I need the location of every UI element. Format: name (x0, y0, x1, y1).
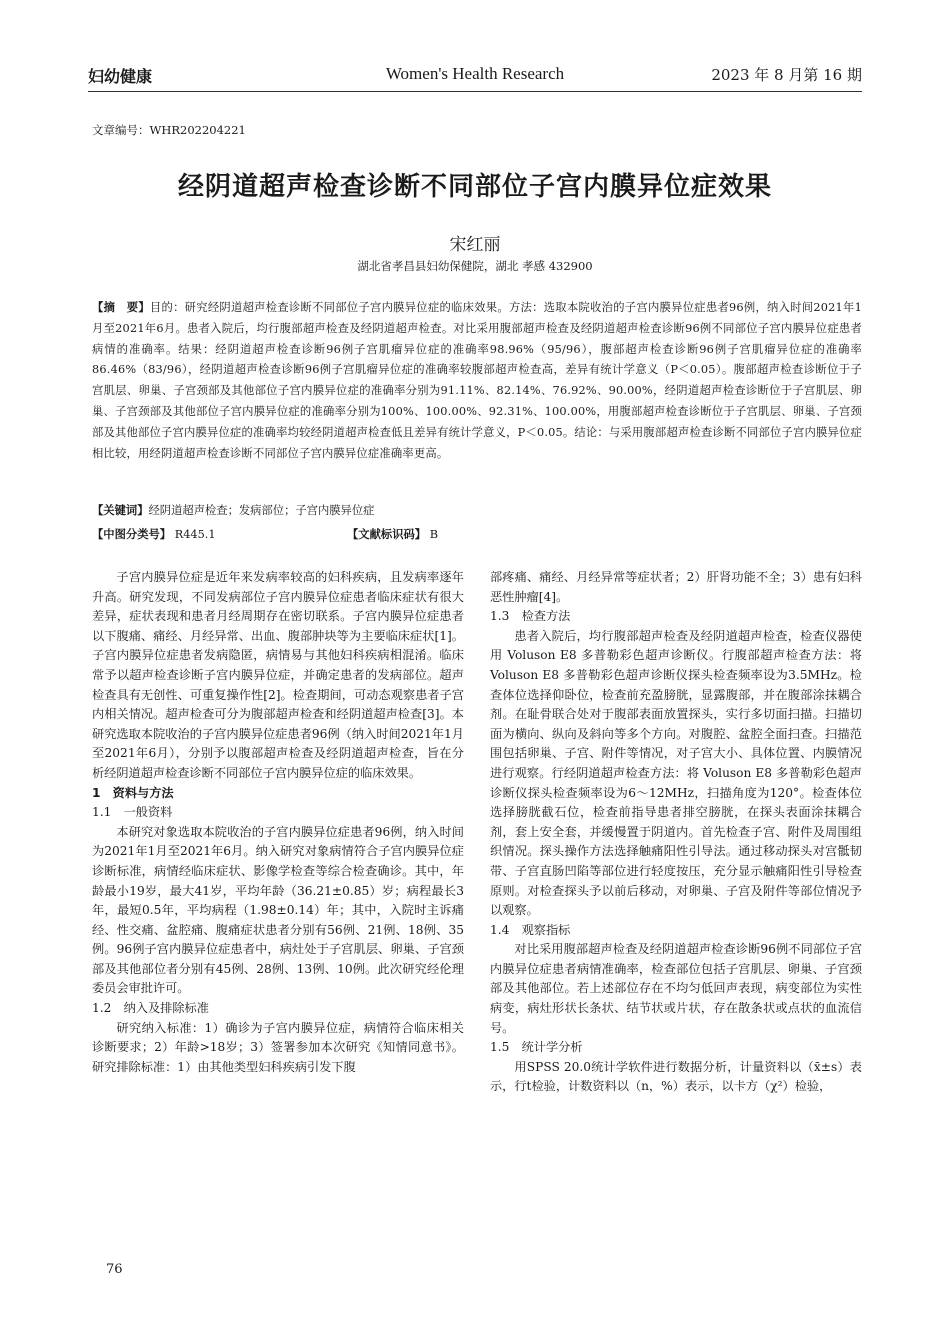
keywords (92, 502, 862, 518)
section-heading: 1 资料与方法 (92, 785, 174, 800)
subsection-heading: 1.5 统计学分析 (490, 1040, 583, 1055)
journal-name-en: Women's Health Research (385, 64, 565, 83)
body-paragraph: 子宫内膜异位症是近年来发病率较高的妇科疾病，且发病率逐年升高。研究发现，不同发病部位子宫内膜异位症患者临床症状有很大差异，症状表现和患者月经周期存在密切联系。子宫内膜异位症患者以下腹痛、痛经、月经异常、出血、腹部肿块等为主要临床症状[1]。子宫内膜异位症患者发病隐匿，病情易与其他妇科疾病相混淆。临床常予以超声检查诊断子宫内膜异位症，并确定患者的发病部位。超声检查具有无创性、可重复操作性[2]。检查期间，可动态观察患者子宫内相关情况。超声检查可分为腹部超声检查和经阴道超声检查[3]。本研究选取本院收治的子宫内膜异位症患者96例（纳入时间2021年1月至2021年6月），分别予以腹部超声检查及经阴道超声检查，旨在分析经阴道超声检查诊断不同部位子宫内膜异位症的临床效果。 (92, 570, 464, 780)
body-column-right (490, 568, 862, 1097)
body-paragraph: 对比采用腹部超声检查及经阴道超声检查诊断96例不同部位子宫内膜异位症患者病情准确率，检查部位包括子宫肌层、卵巢、子宫颈部及其他部位。若上述部位存在不均匀低回声表现，病变部位为实性病变，病灶形状长条状、结节状或片状，存在散条状或点状的血流信号。 (490, 942, 862, 1035)
doc-code-value: B (429, 528, 438, 541)
clc-label: 【中图分类号】 (92, 528, 172, 541)
author-affiliation: 湖北省孝昌县妇幼保健院，湖北 孝感 432900 (357, 259, 593, 273)
article-number: 文章编号：WHR202204221 (92, 123, 246, 137)
page-number: 76 (106, 1262, 123, 1277)
body-paragraph: 部疼痛、痛经、月经异常等症状者；2）肝肾功能不全；3）患有妇科恶性肿瘤[4]。 (490, 570, 862, 604)
article-title: 经阴道超声检查诊断不同部位子宫内膜异位症效果 (177, 172, 772, 202)
author-name: 宋红丽 (449, 235, 501, 255)
body-paragraph: 患者入院后，均行腹部超声检查及经阴道超声检查，检查仪器使用 Voluson E8 多普勒彩色超声诊断仪。行腹部超声检查方法：将 Voluson E8 多普勒彩色超声诊断仪探头检查频率设为3.5MHz。检查体位选择仰卧位，检查前充盈膀胱，显露腹部，并在腹部涂抹耦合剂。在耻骨联合处对于腹部表面放置探头，实行多切面扫描。扫描切面为横向、纵向及斜向等多个方向。对腹腔、盆腔全面扫查。扫描范围包括卵巢、子宫、附件等情况，对子宫大小、具体位置、内膜情况进行观察。行经阴道超声检查方法：将 Voluson E8 多普勒彩色超声诊断仪探头检查频率设为6～12MHz，扫描角度为120°。检查体位选择膀胱截石位，检查前指导患者排空膀胱，在探头表面涂抹耦合剂，套上安全套，并缓慢置于阴道内。首先检查子宫、附件及周围组织情况。探头操作方法选择触痛阳性引导法。通过移动探头对宫骶韧带、子宫直肠凹陷等部位进行轻度按压，充分显示触痛阳性引导检查原则。对检查探头予以前后移动，对卵巢、子宫及附件等部位情况予以观察。 (490, 628, 862, 918)
issue-info: 2023 年 8 月第 16 期 (711, 66, 862, 84)
subsection-heading: 1.2 纳入及排除标准 (92, 1001, 209, 1016)
body-paragraph: 研究纳入标准：1）确诊为子宫内膜异位症，病情符合临床相关诊断要求；2）年龄>18岁；3）签署参加本次研究《知情同意书》。研究排除标准：1）由其他类型妇科疾病引发下腹 (92, 1020, 464, 1074)
abstract (92, 298, 862, 464)
running-header (0, 62, 950, 86)
body-column-left (92, 568, 464, 1077)
journal-name-cn: 妇幼健康 (88, 67, 153, 86)
body-paragraph: 本研究对象选取本院收治的子宫内膜异位症患者96例，纳入时间为2021年1月至2021年6月。纳入研究对象病情符合子宫内膜异位症诊断标准，病情经临床症状、影像学检查等综合检查确诊。其中，年龄最小19岁，最大41岁，平均年龄（36.21±0.85）岁；病程最长3年，最短0.5年，平均病程（1.98±0.14）年；其中，入院时主诉痛经、性交痛、盆腔痛、腹痛症状患者分别有56例、21例、18例、35例。96例子宫内膜异位症患者中，病灶处于子宫肌层、卵巢、子宫颈部及其他部位者分别有45例、28例、13例、10例。此次研究经伦理委员会审批许可。 (92, 824, 464, 996)
body-paragraph: 用SPSS 20.0统计学软件进行数据分析，计量资料以（x̄±s）表示，行t检验，计数资料以（n，%）表示，以卡方（χ²）检验， (490, 1059, 862, 1094)
keywords-label: 【关键词】 (92, 504, 149, 517)
subsection-heading: 1.1 一般资料 (92, 805, 173, 820)
header-divider (88, 91, 862, 92)
doc-code-label: 【文献标识码】 (347, 528, 427, 541)
abstract-text: 目的：研究经阴道超声检查诊断不同部位子宫内膜异位症的临床效果。方法：选取本院收治的子宫内膜异位症患者96例，纳入时间2021年1月至2021年6月。患者入院后，均行腹部超声检查及经阴道超声检查。对比采用腹部超声检查及经阴道超声检查诊断96例不同部位子宫内膜异位症患者病情的准确率。结果：经阴道超声检查诊断96例子宫肌瘤异位症的准确率98.96%（95/96），腹部超声检查诊断96例子宫肌瘤异位症的准确率86.46%（83/96），经阴道超声检查诊断96例子宫肌瘤异位症的准确率较腹部超声检查高，差异有统计学意义（P＜0.05）。腹部超声检查诊断位于子宫肌层、卵巢、子宫颈部及其他部位子宫内膜异位症的准确率分别为91.11%、82.14%、76.92%、90.00%，经阴道超声检查诊断位于子宫肌层、卵巢、子宫颈部及其他部位子宫内膜异位症的准确率分别为100%、100.00%、92.31%、100.00%，用腹部超声检查诊断位于子宫肌层、卵巢、子宫颈部及其他部位子宫内膜异位症的准确率均较经阴道超声检查低且差异有统计学意义，P＜0.05。结论：与采用腹部超声检查诊断不同部位子宫内膜异位症相比较，用经阴道超声检查诊断不同部位子宫内膜异位症准确率更高。 (92, 301, 862, 460)
subsection-heading: 1.3 检查方法 (490, 609, 571, 624)
classification-line (92, 526, 862, 542)
clc-value: R445.1 (174, 528, 216, 541)
subsection-heading: 1.4 观察指标 (490, 922, 571, 937)
keywords-text: 经阴道超声检查；发病部位；子宫内膜异位症 (148, 504, 375, 517)
abstract-label: 【摘 要】 (92, 301, 150, 314)
